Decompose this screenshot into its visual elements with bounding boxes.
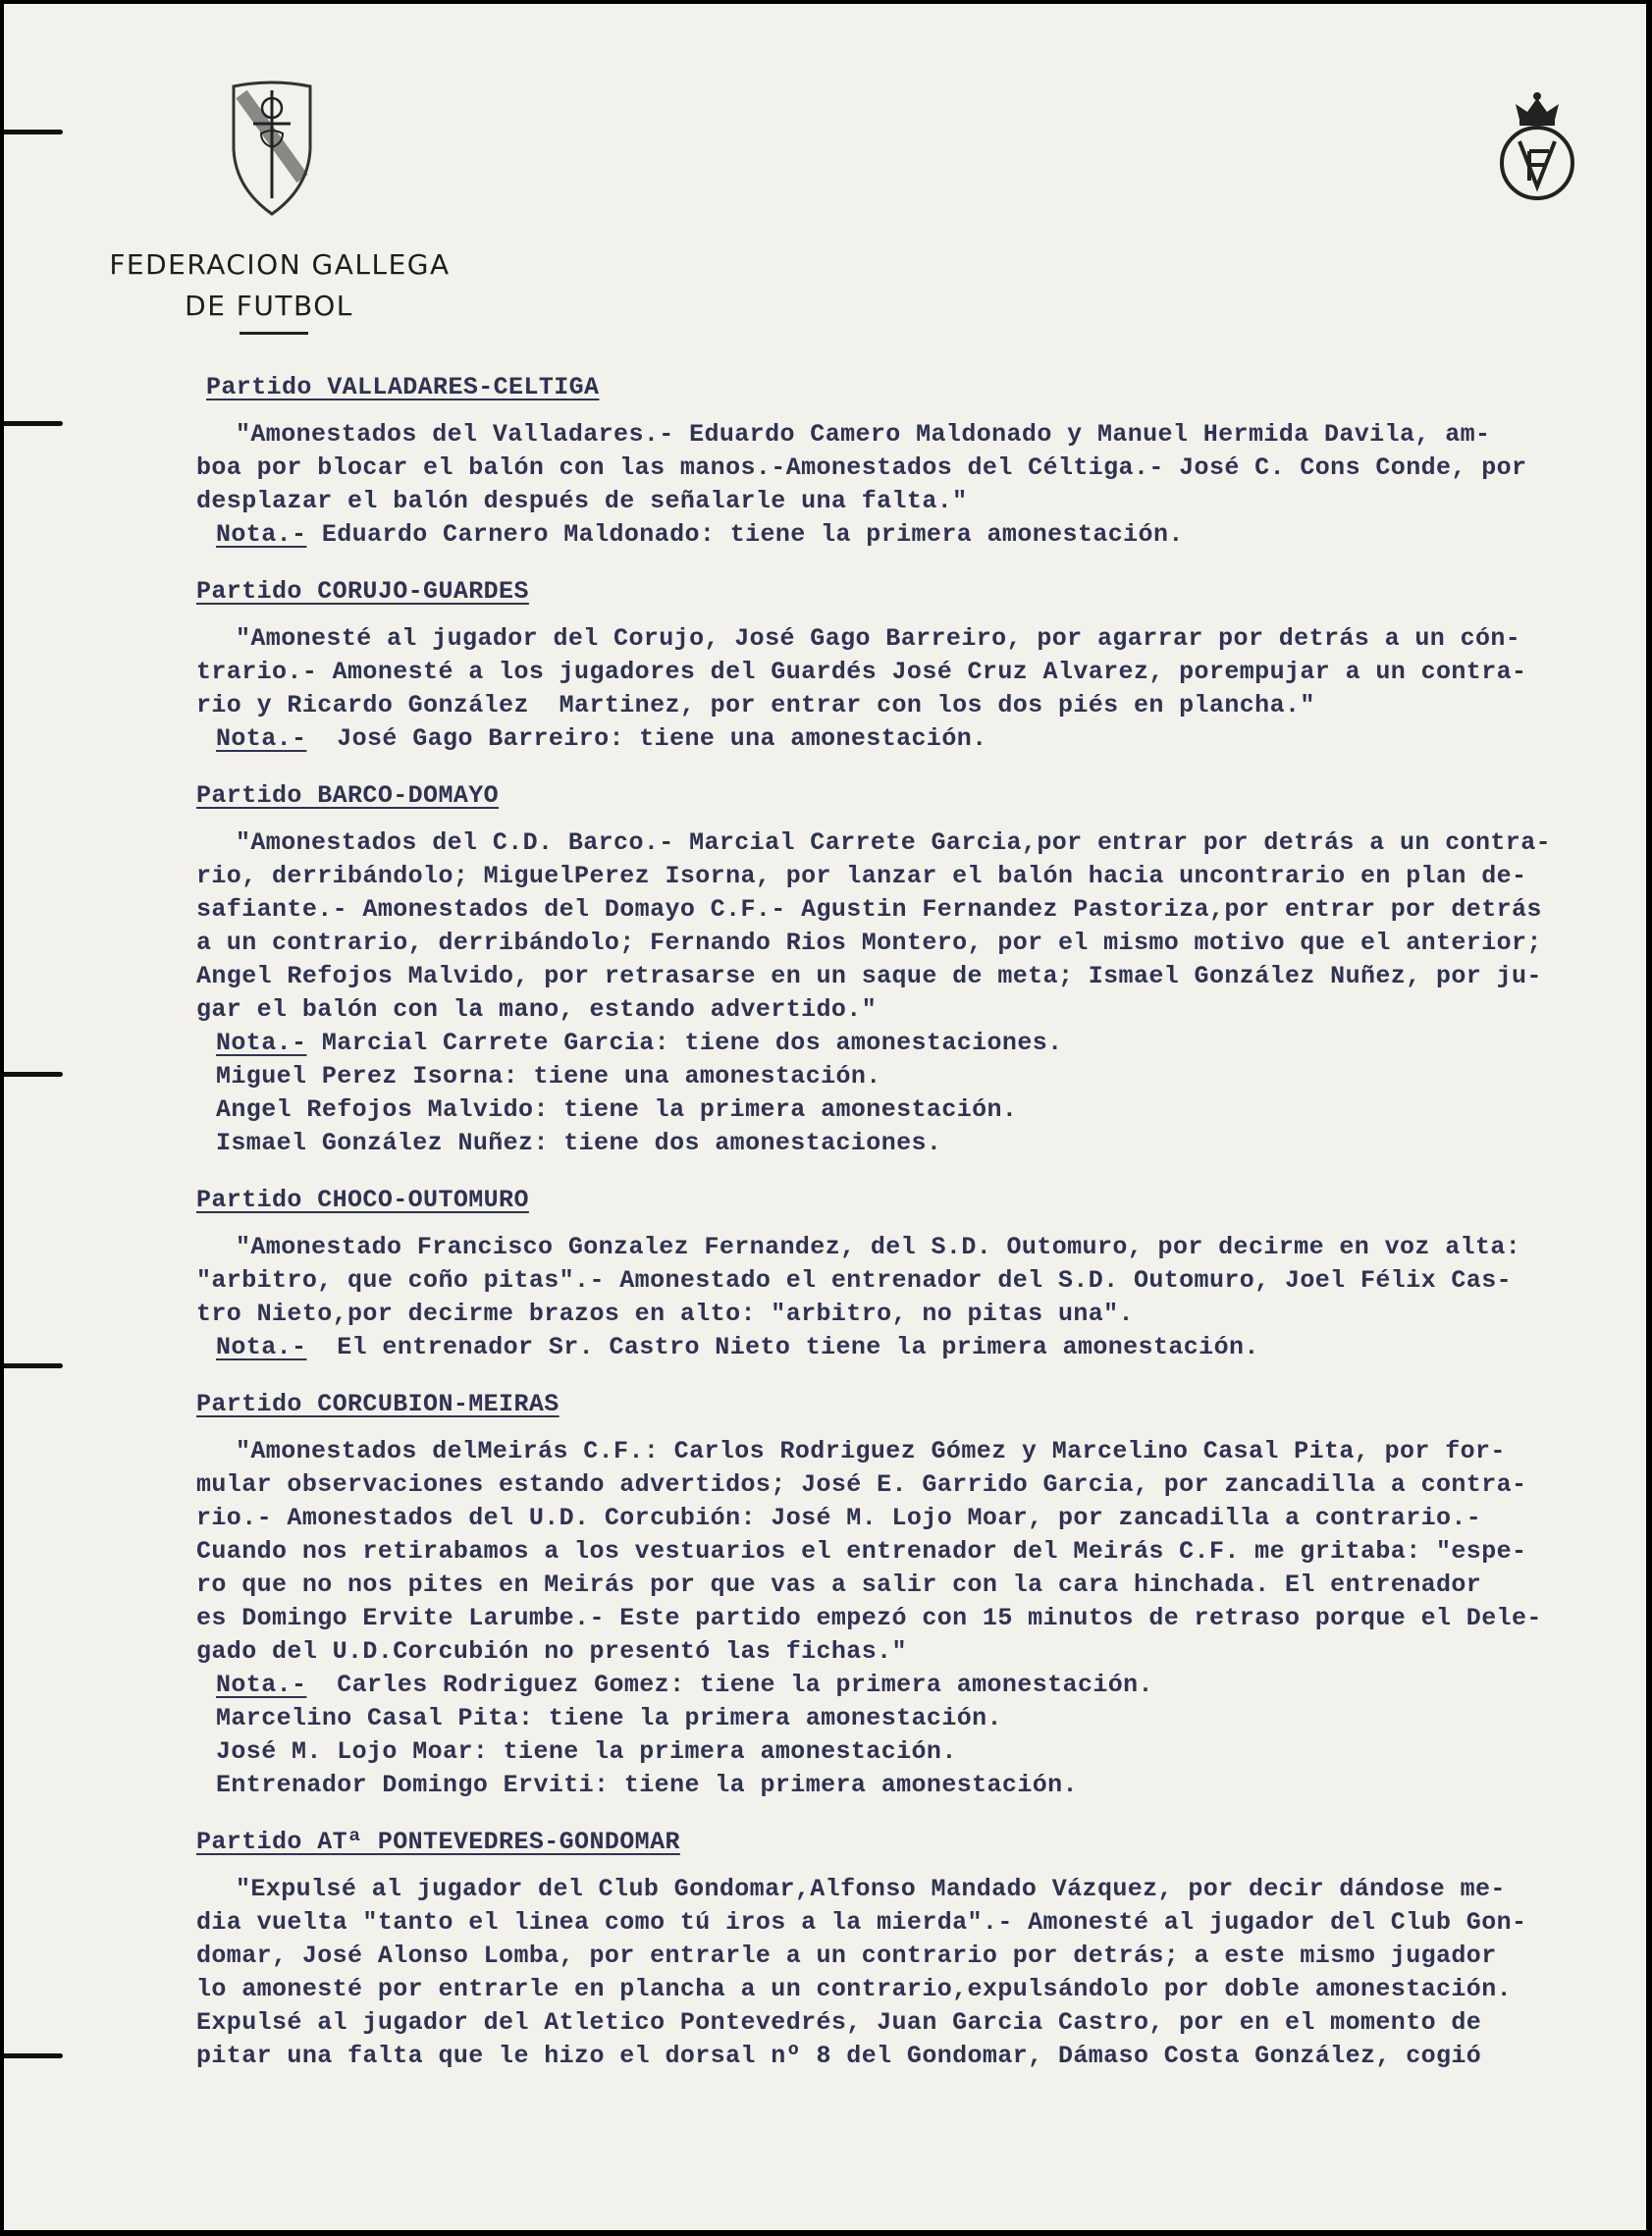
note-text: Eduardo Carnero Maldonado: tiene la primera amonestación.	[306, 520, 1184, 549]
report-line: ro que no nos pites en Meirás por que vas a salir con la cara hinchada. El entrenador	[196, 1571, 1482, 1599]
match-heading-text: Partido CORCUBION-MEIRAS	[196, 1390, 560, 1418]
note-text: Carles Rodriguez Gomez: tiene la primera amonestación.	[306, 1671, 1153, 1699]
note-text: El entrenador Sr. Castro Nieto tiene la primera amonestación.	[306, 1333, 1259, 1361]
report-line: lo amonesté por entrarle en plancha a un contrario,expulsándolo por doble amonestación.	[196, 1975, 1513, 2003]
note-line	[196, 1060, 1639, 1093]
punch-hole-mark	[4, 1363, 63, 1368]
report-line: rio.- Amonestados del U.D. Corcubión: José M. Lojo Moar, por zancadilla a contrario.-	[196, 1504, 1482, 1532]
note-text: Entrenador Domingo Erviti: tiene la primera amonestación.	[216, 1771, 1078, 1799]
note-label: Nota.-	[216, 1029, 307, 1057]
report-line: tro Nieto,por decirme brazos en alto: "arbitro, no pitas una".	[196, 1300, 1134, 1328]
match-section	[196, 371, 1639, 552]
report-line: rio y Ricardo González Martinez, por entrar con los dos piés en plancha."	[196, 691, 1315, 719]
match-heading	[196, 779, 1639, 813]
note-label: Nota.-	[216, 724, 307, 753]
note-text: Marcelino Casal Pita: tiene la primera amonestación.	[216, 1704, 1002, 1732]
match-heading-text: Partido BARCO-DOMAYO	[196, 781, 500, 810]
report-line: "Amonesté al jugador del Corujo, José Gago Barreiro, por agarrar por detrás a un cón-	[236, 624, 1521, 653]
match-heading	[196, 1184, 1639, 1217]
note-line	[196, 1331, 1639, 1364]
report-line: "arbitro, que coño pitas".- Amonestado el entrenador del S.D. Outomuro, Joel Félix Cas-	[196, 1266, 1513, 1295]
note-text: Miguel Perez Isorna: tiene una amonestación.	[216, 1062, 881, 1091]
note-text: José M. Lojo Moar: tiene la primera amonestación.	[216, 1737, 957, 1766]
report-line: es Domingo Ervite Larumbe.- Este partido empezó con 15 minutos de retraso porque el Dele-	[196, 1604, 1542, 1632]
report-line: "Amonestado Francisco Gonzalez Fernandez, del S.D. Outomuro, por decirme en voz alta:	[236, 1233, 1521, 1261]
report-line: safiante.- Amonestados del Domayo C.F.- Agustin Fernandez Pastoriza,por entrar por detrás	[196, 895, 1542, 924]
spacer	[196, 813, 1639, 826]
match-section	[196, 1184, 1639, 1364]
report-line: gado del U.D.Corcubión no presentó las fichas."	[196, 1637, 907, 1666]
org-name-line2: DE FUTBOL	[185, 290, 353, 322]
report-line: desplazar el balón después de señalarle una falta."	[196, 487, 968, 515]
match-section	[196, 779, 1639, 1160]
punch-hole-mark	[4, 1072, 63, 1077]
match-section	[196, 575, 1639, 756]
punch-hole-mark	[4, 2053, 63, 2058]
letterhead-divider	[240, 332, 308, 335]
match-heading	[196, 1826, 1639, 1859]
report-line: Cuando nos retirabamos a los vestuarios el entrenador del Meirás C.F. me gritaba: "espe-	[196, 1537, 1527, 1566]
spacer	[196, 1859, 1639, 1873]
report-line: mular observaciones estando advertidos; José E. Garrido Garcia, por zancadilla a contra-	[196, 1470, 1527, 1499]
match-heading	[196, 1388, 1639, 1421]
report-line: Angel Refojos Malvido, por retrasarse en un saque de meta; Ismael González Nuñez, por ju-	[196, 962, 1542, 990]
note-line	[196, 1027, 1639, 1060]
match-heading-text: Partido VALLADARES-CELTIGA	[206, 373, 600, 401]
report-line: Expulsé al jugador del Atletico Pontevedrés, Juan Garcia Castro, por en el momento de	[196, 2008, 1482, 2037]
report-line: "Amonestados delMeirás C.F.: Carlos Rodriguez Gómez y Marcelino Casal Pita, por for-	[236, 1437, 1506, 1465]
note-line	[196, 1735, 1639, 1769]
note-line	[196, 1093, 1639, 1127]
note-line	[196, 1669, 1639, 1702]
punch-hole-mark	[4, 421, 63, 426]
note-label: Nota.-	[216, 1671, 307, 1699]
spacer	[196, 1217, 1639, 1231]
match-section	[196, 1826, 1639, 2073]
note-label: Nota.-	[216, 1333, 307, 1361]
note-line	[196, 1769, 1639, 1802]
document-page	[4, 4, 1646, 2230]
report-line: trario.- Amonesté a los jugadores del Guardés José Cruz Alvarez, porempujar a un contra-	[196, 658, 1527, 686]
match-heading-text: Partido ATª PONTEVEDRES-GONDOMAR	[196, 1828, 680, 1856]
report-line: "Amonestados del Valladares.- Eduardo Camero Maldonado y Manuel Hermida Davila, am-	[236, 420, 1491, 449]
note-text: Angel Refojos Malvido: tiene la primera amonestación.	[216, 1095, 1018, 1124]
spacer	[196, 1421, 1639, 1435]
match-heading	[196, 575, 1639, 609]
note-line	[196, 722, 1639, 756]
galician-shield-icon	[230, 80, 314, 218]
report-line: dia vuelta "tanto el linea como tú iros a la mierda".- Amonesté al jugador del Club Gon-	[196, 1908, 1527, 1937]
note-text: Marcial Carrete Garcia: tiene dos amonestaciones.	[306, 1029, 1063, 1057]
report-body	[196, 371, 1639, 2073]
report-line: pitar una falta que le hizo el dorsal nº 8 del Gondomar, Dámaso Costa González, cogió	[196, 2042, 1482, 2070]
report-line: "Expulsé al jugador del Club Gondomar,Alfonso Mandado Vázquez, por decir dándose me-	[236, 1875, 1506, 1903]
spacer	[196, 404, 1639, 418]
report-line: "Amonestados del C.D. Barco.- Marcial Carrete Garcia,por entrar por detrás a un contra-	[236, 828, 1552, 857]
match-heading	[196, 371, 1639, 404]
note-text: José Gago Barreiro: tiene una amonestación.	[306, 724, 987, 753]
match-section	[196, 1388, 1639, 1802]
organization-name	[79, 244, 481, 327]
report-line: domar, José Alonso Lomba, por entrarle a un contrario por detrás; a este mismo jugador	[196, 1942, 1497, 1970]
spacer	[196, 609, 1639, 622]
report-line: boa por blocar el balón con las manos.-Amonestados del Céltiga.- José C. Cons Conde, por	[196, 453, 1527, 482]
note-label: Nota.-	[216, 520, 307, 549]
royal-crown-rfef-crest-icon	[1496, 90, 1578, 206]
note-text: Ismael González Nuñez: tiene dos amonestaciones.	[216, 1129, 942, 1157]
report-line: a un contrario, derribándolo; Fernando Rios Montero, por el mismo motivo que el anterior;	[196, 929, 1542, 957]
match-heading-text: Partido CORUJO-GUARDES	[196, 577, 529, 606]
note-line	[196, 1127, 1639, 1160]
note-line	[196, 518, 1639, 552]
org-name-line1: FEDERACION GALLEGA	[109, 248, 451, 281]
report-line: gar el balón con la mano, estando advertido."	[196, 995, 878, 1024]
note-line	[196, 1702, 1639, 1735]
match-heading-text: Partido CHOCO-OUTOMURO	[196, 1186, 529, 1214]
report-line: rio, derribándolo; MiguelPerez Isorna, por lanzar el balón hacia uncontrario en plan de-	[196, 862, 1527, 890]
punch-hole-mark	[4, 130, 63, 134]
